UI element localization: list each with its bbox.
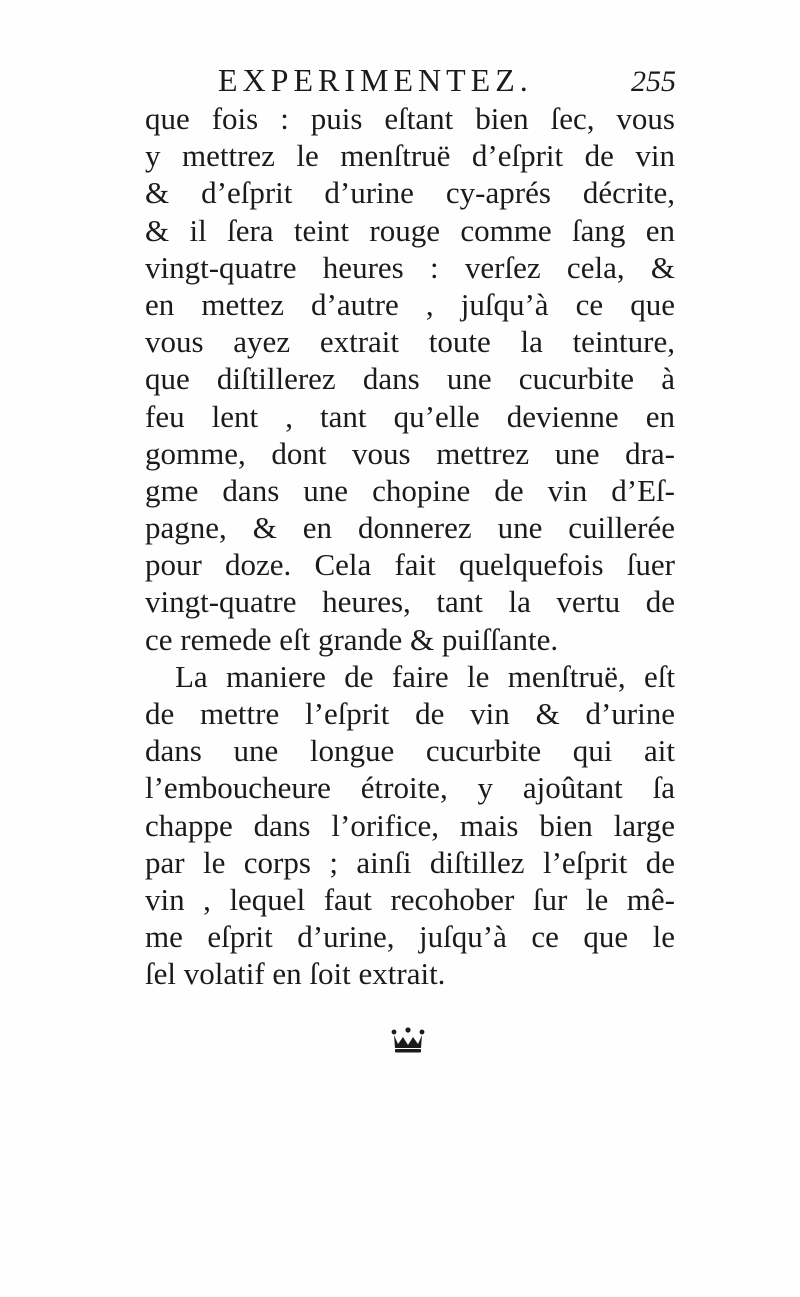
crown-fleuron-icon	[388, 1026, 428, 1056]
text-line: pagne, & en donnerez une cuillerée	[145, 510, 675, 546]
text-line: de mettre l’eſprit de vin & d’urine	[145, 696, 675, 731]
text-line: y mettrez le menſtruë d’eſprit de vin	[145, 138, 675, 174]
text-line: gomme, dont vous mettrez une dra-	[145, 435, 675, 471]
page-header	[140, 60, 680, 100]
text-line: que fois : puis eſtant bien ſec, vous	[145, 101, 675, 136]
text-line: que diſtillerez dans une cucurbite à	[145, 361, 675, 397]
text-line: en mettez d’autre , juſqu’à ce que	[145, 286, 675, 322]
body-text	[145, 100, 675, 993]
paragraph-1	[145, 100, 675, 658]
text-line: dans une longue cucurbite qui ait	[145, 733, 675, 769]
text-line: me eſprit d’urine, juſqu’à ce que le	[145, 919, 675, 955]
text-line: pour doze. Cela fait quelquefois ſuer	[145, 547, 675, 583]
text-line: vingt-quatre heures, tant la vertu de	[145, 584, 675, 620]
text-line: par le corps ; ainſi diſtillez l’eſprit de	[145, 844, 675, 880]
paragraph-2	[145, 658, 675, 993]
text-line: vin , lequel faut recohober ſur le mê-	[145, 881, 675, 917]
text-line: gme dans une chopine de vin d’Eſ-	[145, 472, 675, 508]
text-line: vingt-quatre heures : verſez cela, &	[145, 249, 675, 285]
text-line: feu lent , tant qu’elle devienne en	[145, 398, 675, 434]
text-line: ſel volatif en ſoit extrait.	[145, 956, 446, 992]
text-line: La maniere de faire le menſtruë, eſt	[175, 658, 675, 694]
text-line: & d’eſprit d’urine cy-aprés décrite,	[145, 175, 675, 211]
page-number: 255	[631, 65, 676, 98]
running-title: EXPERIMENTEZ.	[218, 62, 533, 98]
text-line: ce remede eſt grande & puiſſante.	[145, 621, 559, 657]
text-line: l’emboucheure étroite, y ajoûtant ſa	[145, 770, 675, 806]
text-line: & il ſera teint rouge comme ſang en	[145, 212, 675, 248]
text-line: chappe dans l’orifice, mais bien large	[145, 807, 675, 843]
text-line: vous ayez extrait toute la teinture,	[145, 324, 675, 360]
